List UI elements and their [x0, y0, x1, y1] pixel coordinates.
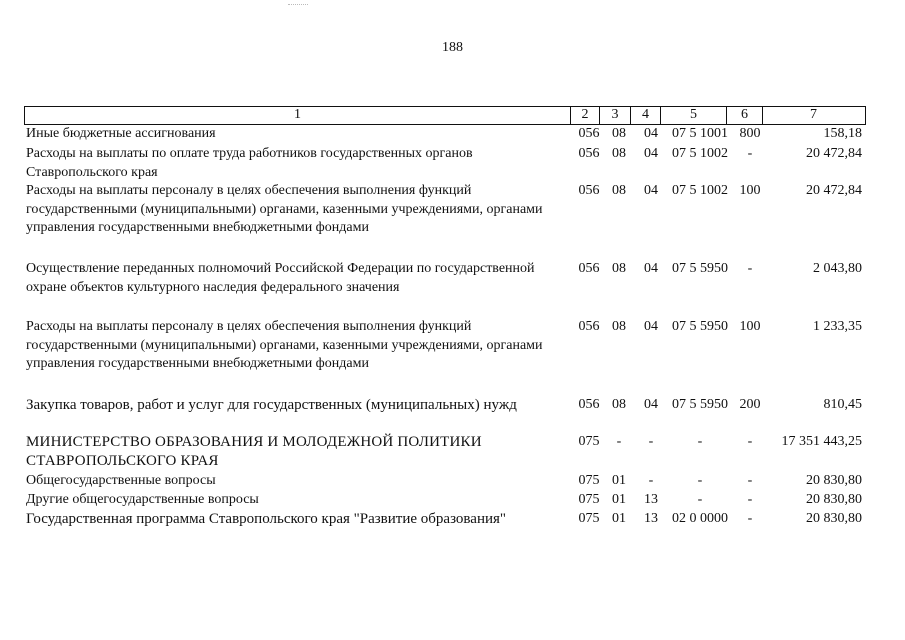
row-rz: 08	[612, 183, 626, 198]
row-name: Расходы на выплаты персоналу в целях обеспечения выполнения функций государственными (муниципальными) органами, казенными учреждениями, органами управления государственными внебюджетными фондами	[26, 183, 543, 236]
row-ved: 075	[578, 434, 600, 449]
row-csr: -	[697, 473, 703, 488]
row-pr: -	[648, 434, 654, 449]
header-col-6: 6	[727, 107, 763, 124]
row-rz: 08	[612, 319, 626, 334]
row-rz: 08	[612, 126, 626, 141]
row-vr: 100	[739, 183, 761, 198]
row-vr: 200	[739, 397, 761, 412]
row-pr: 04	[644, 397, 658, 412]
row-csr: 07 5 1002	[672, 146, 728, 161]
row-sum: 20 830,80	[806, 492, 862, 507]
row-name: Осуществление переданных полномочий Российской Федерации по государственной охране объектов культурного наследия федерального значения	[26, 261, 535, 295]
row-csr: -	[697, 434, 703, 449]
row-ved: 056	[578, 126, 600, 141]
header-col-4: 4	[631, 107, 661, 124]
header-col-7: 7	[810, 107, 817, 122]
row-vr: -	[747, 434, 753, 449]
row-sum: 20 472,84	[806, 183, 862, 198]
row-vr: 800	[739, 126, 761, 141]
row-vr: -	[747, 511, 753, 526]
row-csr: 07 5 1001	[672, 126, 728, 141]
page-number: 188	[442, 40, 463, 55]
row-pr: 04	[644, 146, 658, 161]
row-name: МИНИСТЕРСТВО ОБРАЗОВАНИЯ И МОЛОДЕЖНОЙ ПОЛИТИКИ СТАВРОПОЛЬСКОГО КРАЯ	[26, 434, 482, 469]
row-vr: -	[747, 492, 753, 507]
row-sum: 810,45	[823, 397, 862, 412]
page-mark	[288, 4, 308, 7]
row-csr: 02 0 0000	[672, 511, 728, 526]
row-name: Расходы на выплаты по оплате труда работников государственных органов Ставропольского края	[26, 146, 473, 180]
row-name: Иные бюджетные ассигнования	[26, 126, 216, 141]
header-col-2: 2	[571, 107, 600, 124]
row-pr: 04	[644, 261, 658, 276]
row-ved: 075	[578, 511, 600, 526]
row-name: Закупка товаров, работ и услуг для государственных (муниципальных) нужд	[26, 397, 517, 413]
row-sum: 20 472,84	[806, 146, 862, 161]
row-sum: 1 233,35	[813, 319, 862, 334]
row-pr: 13	[644, 511, 658, 526]
row-rz: 01	[612, 473, 626, 488]
row-pr: 04	[644, 183, 658, 198]
row-csr: 07 5 5950	[672, 261, 728, 276]
row-pr: 13	[644, 492, 658, 507]
header-col-1: 1	[25, 107, 571, 124]
row-csr: 07 5 5950	[672, 397, 728, 412]
row-vr: -	[747, 261, 753, 276]
header-col-3: 3	[600, 107, 631, 124]
row-pr: 04	[644, 126, 658, 141]
row-ved: 075	[578, 473, 600, 488]
row-sum: 2 043,80	[813, 261, 862, 276]
row-vr: 100	[739, 319, 761, 334]
row-ved: 056	[578, 146, 600, 161]
row-csr: -	[697, 492, 703, 507]
row-ved: 056	[578, 183, 600, 198]
row-ved: 075	[578, 492, 600, 507]
row-name: Другие общегосударственные вопросы	[26, 492, 259, 507]
row-ved: 056	[578, 397, 600, 412]
row-csr: 07 5 1002	[672, 183, 728, 198]
row-ved: 056	[578, 319, 600, 334]
row-sum: 17 351 443,25	[781, 434, 862, 449]
row-vr: -	[747, 146, 753, 161]
row-rz: -	[616, 434, 622, 449]
row-rz: 08	[612, 261, 626, 276]
row-ved: 056	[578, 261, 600, 276]
row-name: Общегосударственные вопросы	[26, 473, 216, 488]
row-name: Расходы на выплаты персоналу в целях обеспечения выполнения функций государственными (муниципальными) органами, казенными учреждениями, органами управления государственными внебюджетными фондами	[26, 319, 543, 372]
row-pr: 04	[644, 319, 658, 334]
row-name: Государственная программа Ставропольского края "Развитие образования"	[26, 511, 507, 527]
row-csr: 07 5 5950	[672, 319, 728, 334]
header-col-5: 5	[661, 107, 727, 124]
row-rz: 01	[612, 511, 626, 526]
row-vr: -	[747, 473, 753, 488]
row-sum: 20 830,80	[806, 511, 862, 526]
row-sum: 158,18	[823, 126, 862, 141]
row-rz: 08	[612, 397, 626, 412]
row-sum: 20 830,80	[806, 473, 862, 488]
table-header	[24, 106, 866, 125]
row-rz: 01	[612, 492, 626, 507]
row-rz: 08	[612, 146, 626, 161]
row-pr: -	[648, 473, 654, 488]
